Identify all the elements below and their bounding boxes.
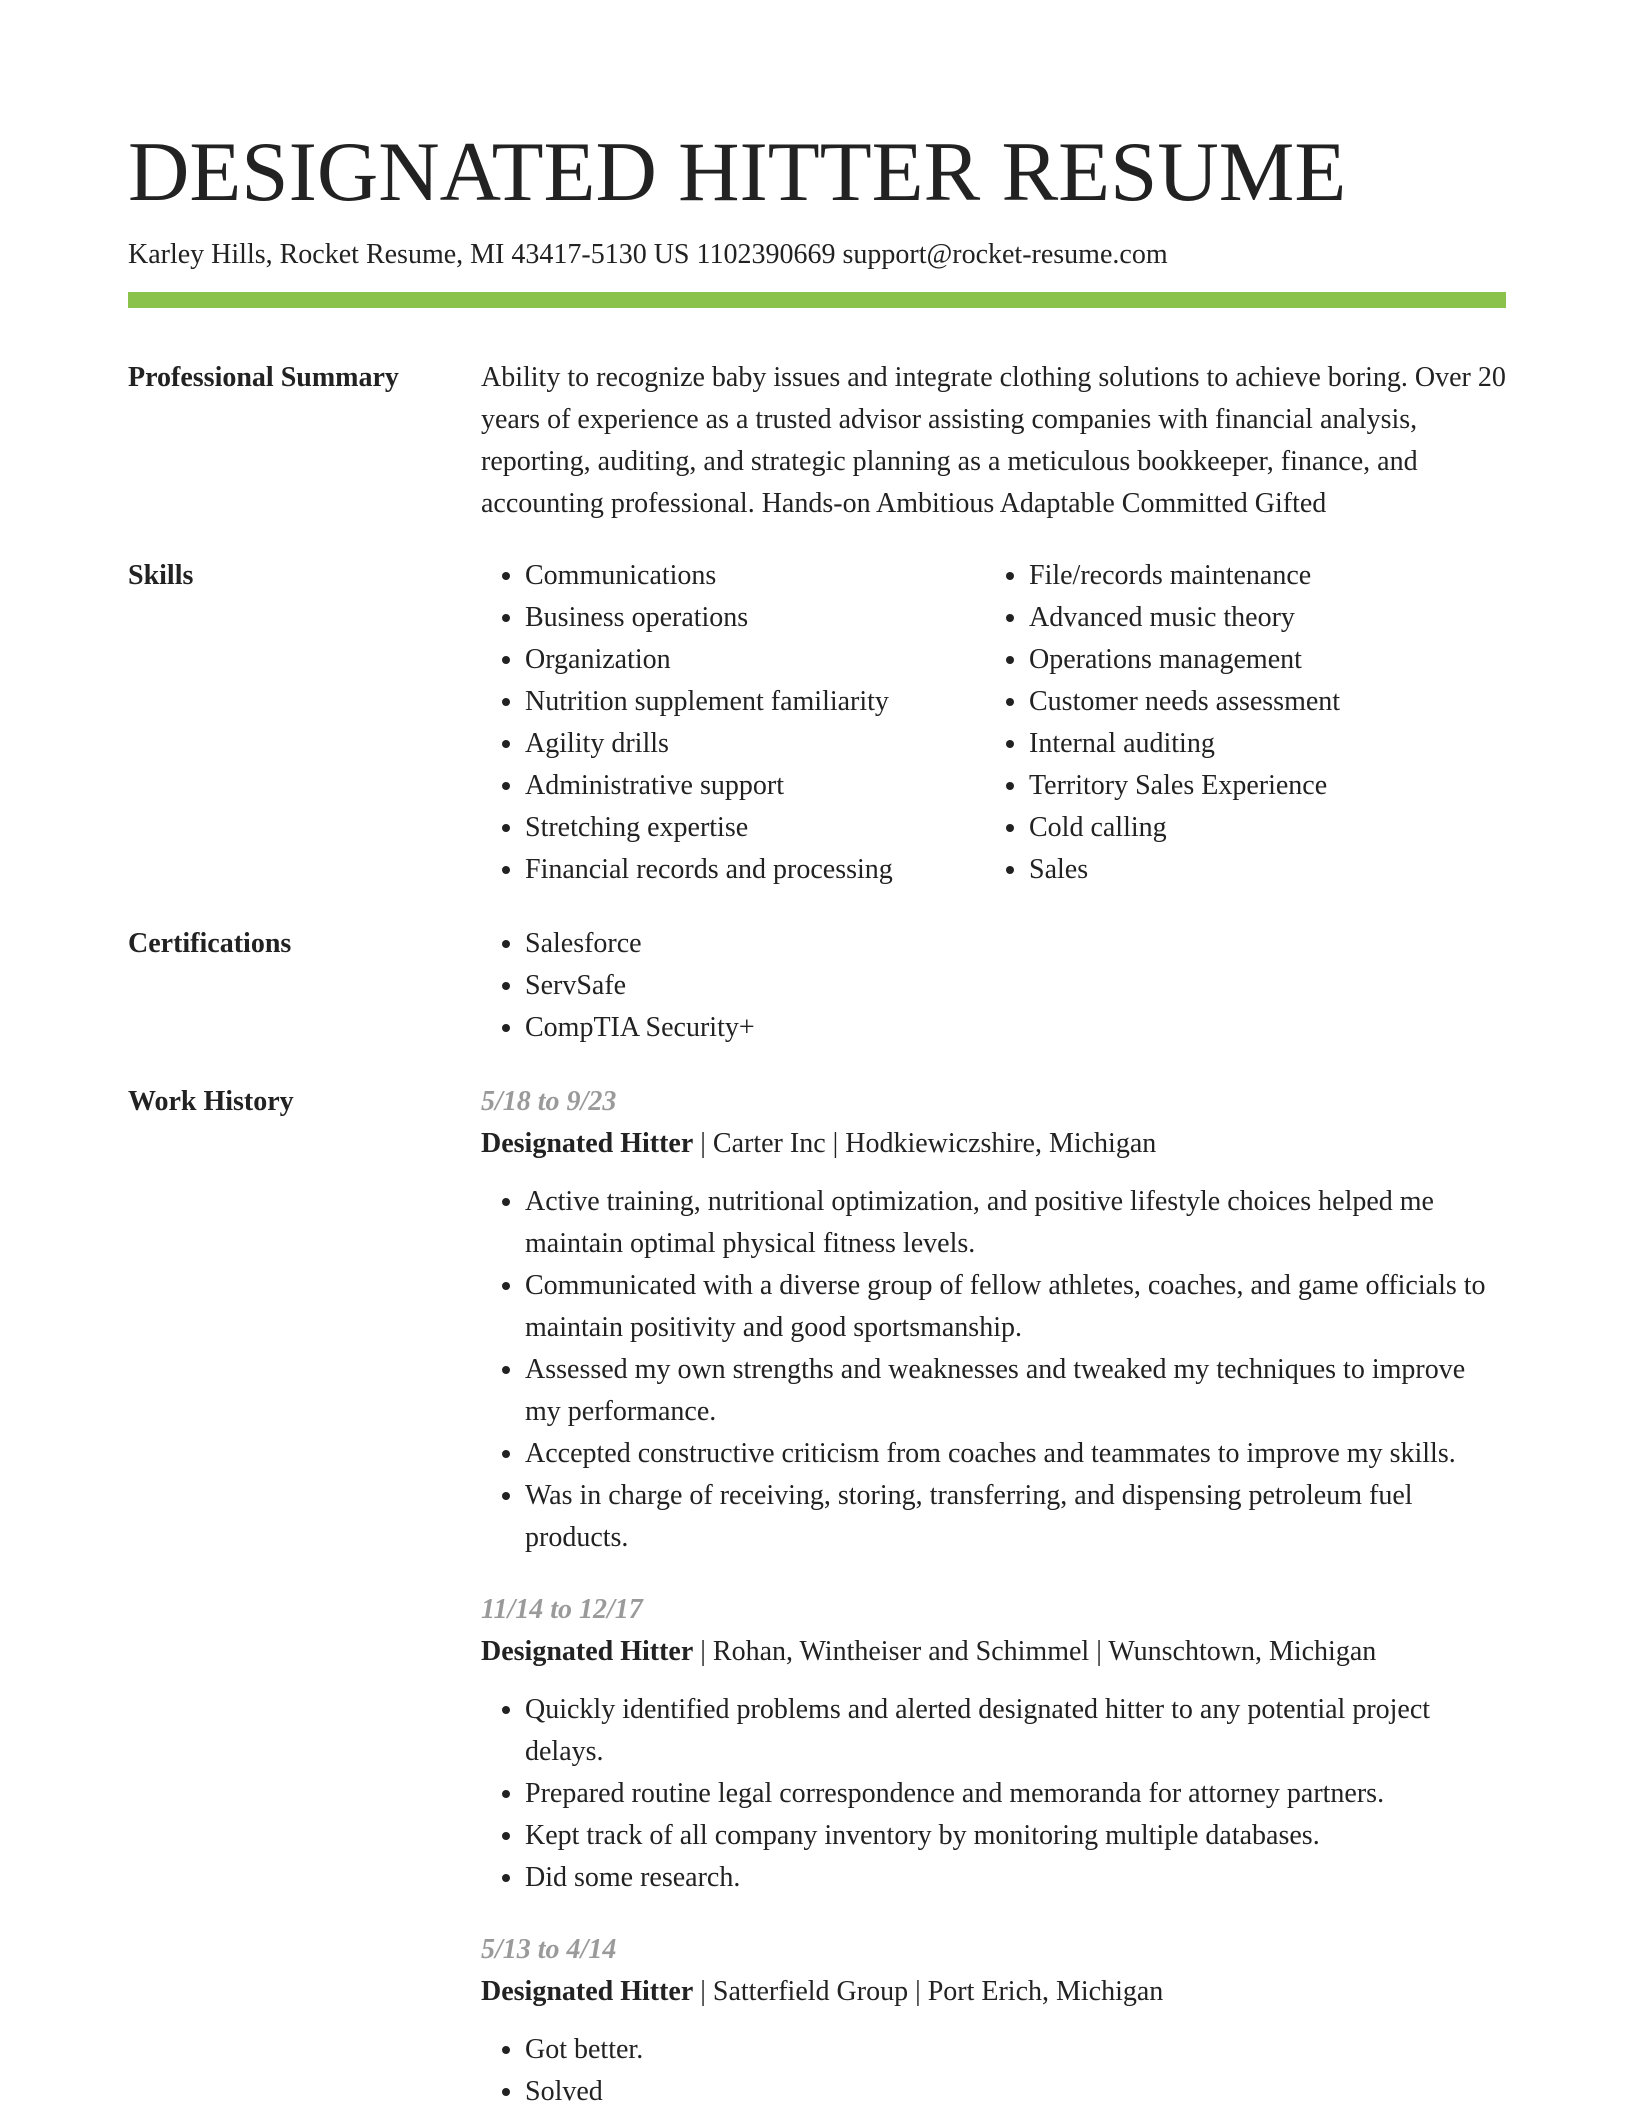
- job-title: Designated Hitter: [481, 1636, 694, 1667]
- skills-section: [128, 555, 1506, 891]
- job-dates: 11/14 to 12/17: [481, 1594, 643, 1625]
- job-bullet: • Quickly identified problems and alerted designated hitter to any potential project delays.: [525, 1689, 1506, 1773]
- job-bullet: • Active training, nutritional optimization, and positive lifestyle choices helped me maintain optimal physical fitness levels.: [525, 1181, 1506, 1265]
- contact-line: [128, 238, 1506, 272]
- job-location: Hodkiewiczshire, Michigan: [845, 1128, 1157, 1159]
- contact-phone: 1102390669: [696, 239, 836, 270]
- job-entry: [481, 1589, 1506, 1899]
- skill-item: • Business operations: [525, 597, 985, 639]
- job-bullet: • Did some research.: [525, 1857, 1506, 1899]
- skill-item: • Stretching expertise: [525, 807, 985, 849]
- skills-heading: Skills: [128, 560, 194, 591]
- summary-body: [481, 357, 1506, 525]
- job-bullet: • Communicated with a diverse group of fellow athletes, coaches, and game officials to maintain positivity and good sportsmanship.: [525, 1265, 1506, 1349]
- work-history-heading: Work History: [128, 1086, 294, 1117]
- job-bullet: • Assessed my own strengths and weaknesses and tweaked my techniques to improve my performance.: [525, 1349, 1506, 1433]
- job-separator: |: [1089, 1636, 1109, 1667]
- job-bullet: • Got better.: [525, 2029, 1506, 2071]
- skill-item: • Operations management: [1029, 639, 1506, 681]
- job-bullets: [481, 2029, 1506, 2113]
- skill-item: • Territory Sales Experience: [1029, 765, 1506, 807]
- job-company: Rohan, Wintheiser and Schimmel: [712, 1636, 1090, 1667]
- skill-item: • File/records maintenance: [1029, 555, 1506, 597]
- job-bullet: • Accepted constructive criticism from coaches and teammates to improve my skills.: [525, 1433, 1506, 1475]
- contact-email: support@rocket-resume.com: [842, 239, 1168, 270]
- skills-list-right: [985, 555, 1506, 891]
- skill-item: • Organization: [525, 639, 985, 681]
- certifications-body: [481, 923, 1506, 1049]
- job-title: Designated Hitter: [481, 1128, 694, 1159]
- job-heading: [481, 1123, 1506, 1165]
- summary-text: Ability to recognize baby issues and integrate clothing solutions to achieve boring. Over 20 years of experience as a trusted advisor assisting companies with financial analysis, reporting, auditing, and strategic planning as a meticulous bookkeeper, finance, and accounting professional. Hands-on Ambitious Adaptable Committed Gifted: [481, 362, 1506, 519]
- job-heading: [481, 1631, 1506, 1673]
- job-dates: 5/18 to 9/23: [481, 1086, 617, 1117]
- job-bullets: [481, 1689, 1506, 1899]
- job-title: Designated Hitter: [481, 1976, 694, 2007]
- work-history-body: [481, 1081, 1506, 2113]
- skill-item: • Advanced music theory: [1029, 597, 1506, 639]
- job-separator: |: [693, 1976, 713, 2007]
- job-entry: [481, 1929, 1506, 2113]
- job-entry: [481, 1081, 1506, 1559]
- skill-item: • Customer needs assessment: [1029, 681, 1506, 723]
- summary-section: [128, 357, 1506, 525]
- job-separator: |: [693, 1636, 713, 1667]
- work-history-section: [128, 1081, 1506, 2113]
- certification-item: • CompTIA Security+: [525, 1007, 1506, 1049]
- job-company: Satterfield Group: [712, 1976, 909, 2007]
- resume-title: DESIGNATED HITTER RESUME: [128, 125, 1347, 219]
- contact-address: Karley Hills, Rocket Resume, MI 43417-5130 US: [128, 239, 690, 270]
- skills-list-left: [481, 555, 985, 891]
- certifications-list: [481, 923, 1506, 1049]
- certification-item: • Salesforce: [525, 923, 1506, 965]
- job-location: Port Erich, Michigan: [927, 1976, 1164, 2007]
- header-divider: [128, 292, 1506, 308]
- job-bullet: • Solved: [525, 2071, 1506, 2113]
- job-bullets: [481, 1181, 1506, 1559]
- job-bullet: • Kept track of all company inventory by monitoring multiple databases.: [525, 1815, 1506, 1857]
- job-bullet: • Prepared routine legal correspondence and memoranda for attorney partners.: [525, 1773, 1506, 1815]
- job-separator: |: [908, 1976, 928, 2007]
- skill-item: • Internal auditing: [1029, 723, 1506, 765]
- skills-body: [481, 555, 1506, 891]
- summary-heading: Professional Summary: [128, 362, 399, 393]
- skill-item: • Cold calling: [1029, 807, 1506, 849]
- job-dates: 5/13 to 4/14: [481, 1934, 617, 1965]
- job-bullet: • Was in charge of receiving, storing, transferring, and dispensing petroleum fuel products.: [525, 1475, 1506, 1559]
- skill-item: • Nutrition supplement familiarity: [525, 681, 985, 723]
- skill-item: • Agility drills: [525, 723, 985, 765]
- job-location: Wunschtown, Michigan: [1108, 1636, 1377, 1667]
- skill-item: • Communications: [525, 555, 985, 597]
- skill-item: • Sales: [1029, 849, 1506, 891]
- job-separator: |: [693, 1128, 713, 1159]
- certifications-heading: Certifications: [128, 928, 292, 959]
- job-separator: |: [825, 1128, 846, 1159]
- resume-page: [128, 0, 1506, 2113]
- certifications-section: [128, 923, 1506, 1049]
- certification-item: • ServSafe: [525, 965, 1506, 1007]
- skill-item: • Financial records and processing: [525, 849, 985, 891]
- job-company: Carter Inc: [712, 1128, 826, 1159]
- skill-item: • Administrative support: [525, 765, 985, 807]
- job-heading: [481, 1971, 1506, 2013]
